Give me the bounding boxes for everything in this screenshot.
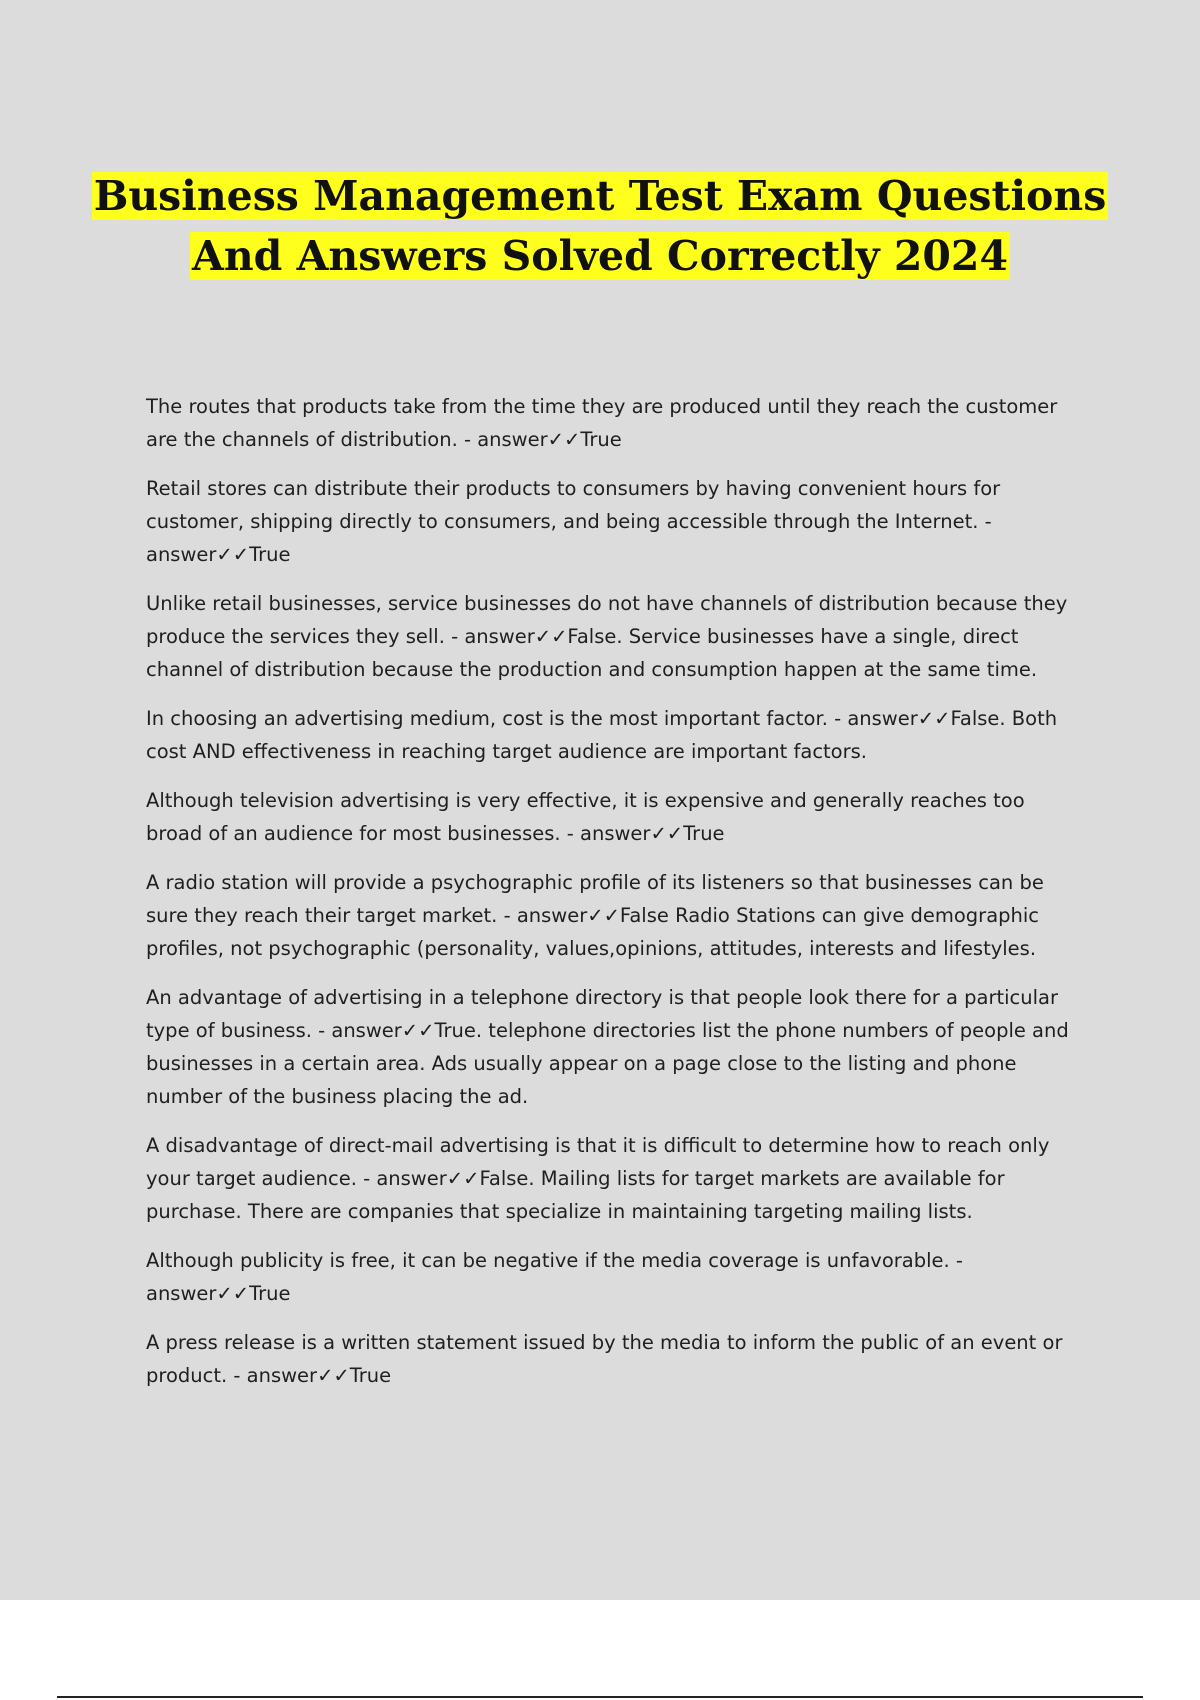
qa-item-7: An advantage of advertising in a telephone directory is that people look there for a particular type of business. - answer✓✓True. telephone directories list the phone numbers of people and businesses in a certain area. Ads usually appear on a page close to the listing and phone number of the business placing the ad.	[146, 986, 1069, 1108]
qa-item-1: The routes that products take from the time they are produced until they reach the customer are the channels of distribution. - answer✓✓True	[146, 395, 1058, 451]
bottom-divider	[57, 1696, 1143, 1698]
qa-item-2: Retail stores can distribute their products to consumers by having convenient hours for customer, shipping directly to consumers, and being accessible through the Internet. - answer✓✓True	[146, 477, 1001, 566]
qa-item-4: In choosing an advertising medium, cost is the most important factor. - answer✓✓False. Both cost AND effectiveness in reaching target audience are important factors.	[146, 707, 1058, 763]
title-line-1: Business Management Test Exam Questions	[93, 172, 1107, 220]
qa-item-10: A press release is a written statement issued by the media to inform the public of an event or product. - answer✓✓True	[146, 1331, 1063, 1387]
qa-item-6: A radio station will provide a psychographic profile of its listeners so that businesses can be sure they reach their target market. - answer✓✓False Radio Stations can give demographic profiles, not psychographic (personality, values,opinions, attitudes, interests and lifestyles.	[146, 871, 1044, 960]
qa-item-5: Although television advertising is very effective, it is expensive and generally reaches too broad of an audience for most businesses. - answer✓✓True	[146, 789, 1025, 845]
qa-item-8: A disadvantage of direct-mail advertising is that it is difficult to determine how to reach only your target audience. - answer✓✓False. Mailing lists for target markets are available for purchase. There are companies that specialize in maintaining targeting mailing lists.	[146, 1134, 1050, 1223]
document-title	[0, 166, 1200, 286]
question-answer-list	[146, 390, 1086, 1408]
qa-item-9: Although publicity is free, it can be negative if the media coverage is unfavorable. - answer✓✓True	[146, 1249, 963, 1305]
title-line-2: And Answers Solved Correctly 2024	[192, 232, 1008, 280]
qa-item-3: Unlike retail businesses, service businesses do not have channels of distribution because they produce the services they sell. - answer✓✓False. Service businesses have a single, direct channel of distribution because the production and consumption happen at the same time.	[146, 592, 1068, 681]
